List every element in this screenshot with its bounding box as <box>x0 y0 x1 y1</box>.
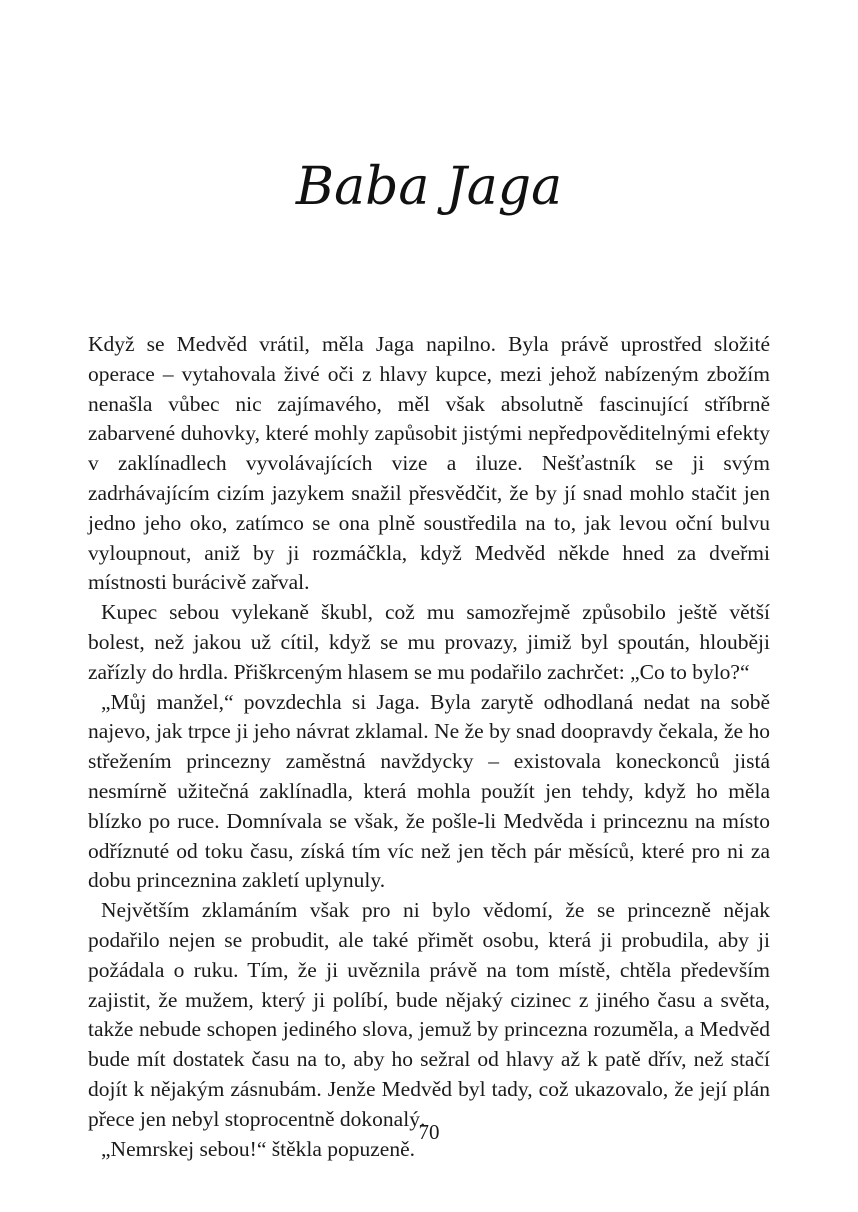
paragraph: Největším zklamáním však pro ni bylo vědomí, že se princezně nějak podařilo nejen se probudit, ale také přimět osobu, která ji probudila, aby ji požádala o ruku. Tím, že ji uvěznila právě na tom místě, chtěla především zajistit, že mužem, který ji políbí, bude nějaký cizinec z jiného času a světa, takže nebude schopen jediného slova, jemuž by princezna rozuměla, a Medvěd bude mít dostatek času na to, aby ho sežral od hlavy až k patě dřív, než stačí dojít k nějakým zásnubám. Jenže Medvěd byl tady, což ukazovalo, že její plán přece jen nebyl stoprocentně dokonalý. <box>88 898 770 1131</box>
chapter-title: Baba Jaga <box>295 157 563 217</box>
paragraph: „Nemrskej sebou!“ štěkla popuzeně. <box>101 1136 416 1161</box>
page-number: 70 <box>418 1120 440 1144</box>
paragraph: Když se Medvěd vrátil, měla Jaga napilno. Byla právě uprostřed složité operace – vytahovala živé oči z hlavy kupce, mezi jehož nabízeným zbožím nenašla vůbec nic zajímavého, měl však absolutně fascinující stříbrně zabarvené duhovky, které mohly zapůsobit jistými nepředpověditelnými efekty v zaklínadlech vyvolávajících vize a iluze. Nešťastník se ji svým zadrhávajícím cizím jazykem snažil přesvědčit, že by jí snad mohlo stačit jen jedno jeho oko, zatímco se ona plně soustředila na to, jak levou oční bulvu vyloupnout, aniž by ji rozmáčkla, když Medvěd někde hned za dveřmi místnosti burácivě zařval. <box>88 332 770 595</box>
paragraph: Kupec sebou vylekaně škubl, což mu samozřejmě způsobilo ještě větší bolest, než jakou už cítil, když se mu provazy, jimiž byl spoután, hlouběji zařízly do hrdla. Přiškrceným hlasem se mu podařilo zachrčet: „Co to bylo?“ <box>88 600 770 684</box>
paragraph: „Můj manžel,“ povzdechla si Jaga. Byla zarytě odhodlaná nedat na sobě najevo, jak trpce ji jeho návrat zklamal. Ne že by snad doopravdy čekala, že ho střežením princezny zaměstná navždycky – existovala koneckonců jistá nesmírně užitečná zaklínadla, která mohla použít jen tehdy, když ho měla blízko po ruce. Domnívala se však, že pošle-li Medvěda i princeznu na místo odříznuté od toku času, získá tím víc než jen těch pár měsíců, které pro ni za dobu princeznina zakletí uplynuly. <box>88 689 770 893</box>
chapter-text <box>88 330 770 1164</box>
